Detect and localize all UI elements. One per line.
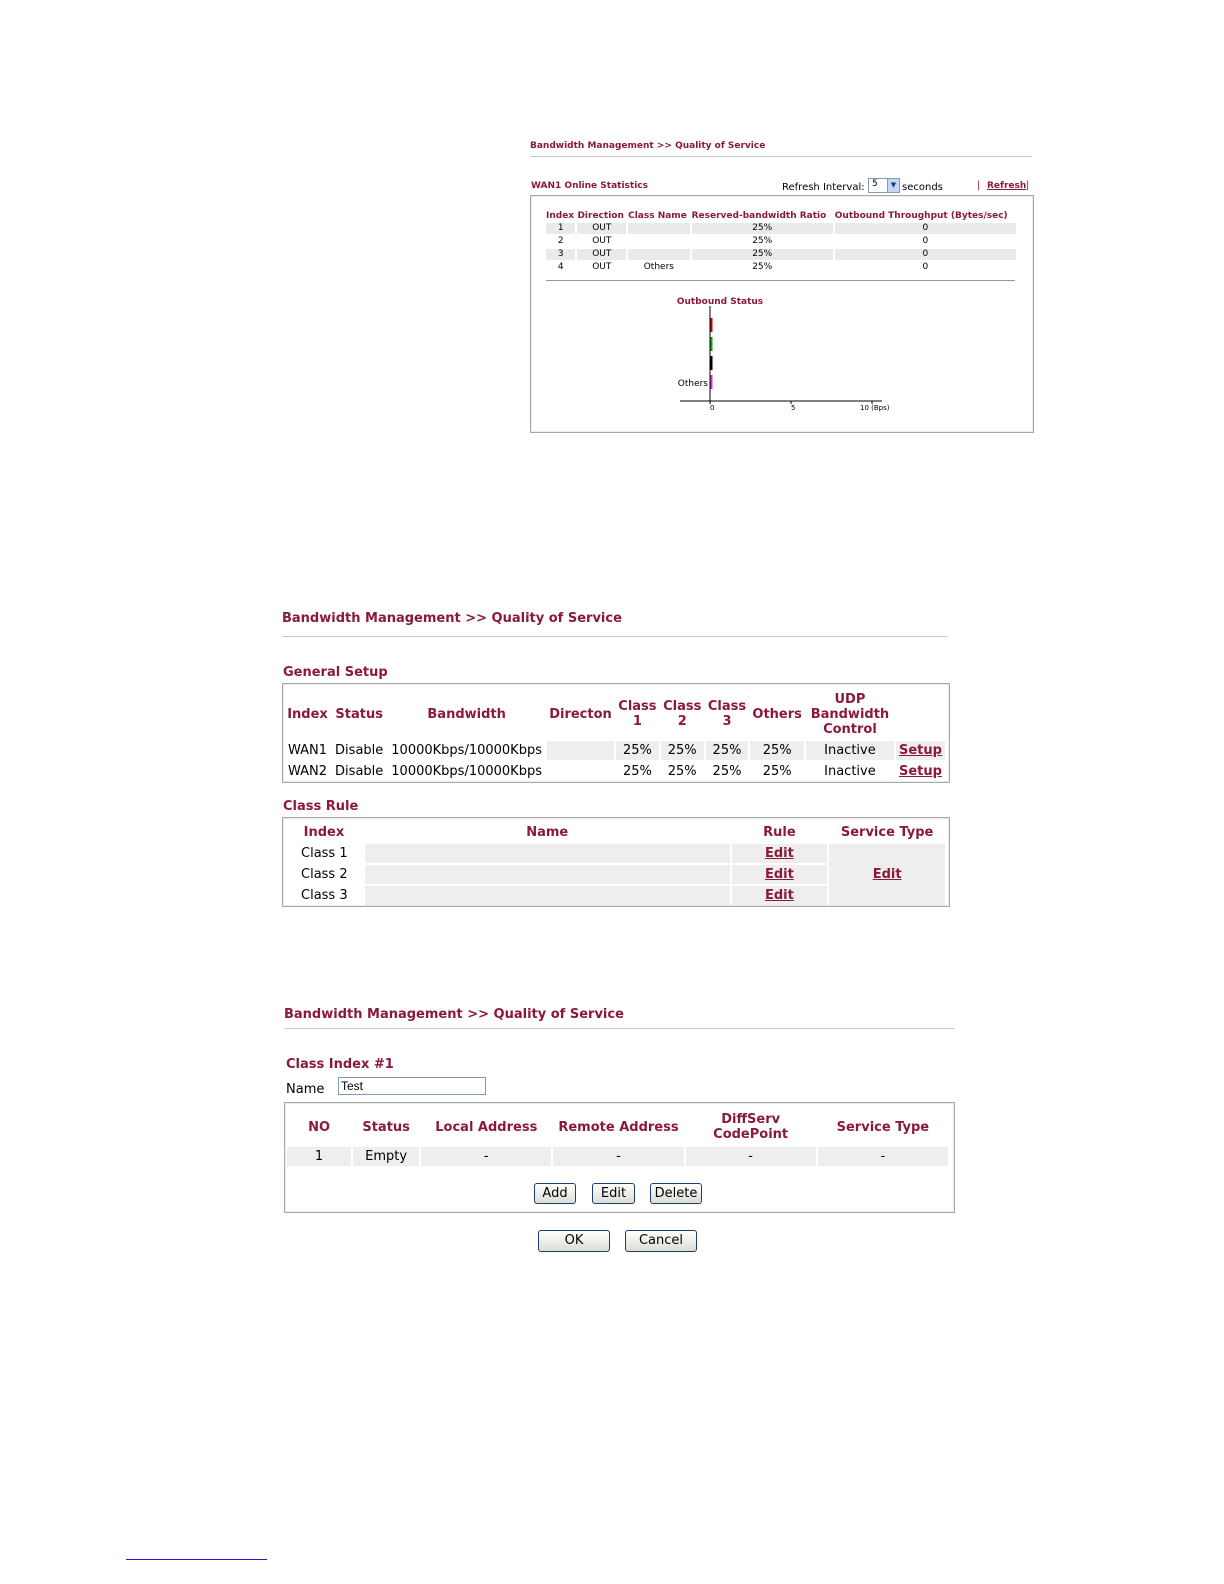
cell-status: Disable bbox=[335, 743, 384, 758]
col-throughput: Outbound Throughput (Bytes/sec) bbox=[834, 211, 1008, 221]
col-index: Index bbox=[287, 706, 328, 722]
class-entries-table bbox=[285, 1107, 950, 1168]
class-name-input[interactable] bbox=[338, 1077, 486, 1095]
col-status: Status bbox=[362, 1119, 410, 1135]
chart-bar-3 bbox=[711, 356, 713, 370]
col-local-address: Local Address bbox=[435, 1119, 538, 1135]
cell-name bbox=[365, 844, 730, 863]
separator-left: | bbox=[977, 180, 981, 191]
cell-throughput: 0 bbox=[835, 249, 1016, 260]
cell-direction bbox=[547, 762, 614, 781]
cell-index: Class 1 bbox=[301, 846, 348, 861]
cell-class-name: Others bbox=[643, 262, 674, 272]
col-ratio: Reserved-bandwidth Ratio bbox=[691, 211, 827, 221]
cell-class1: 25% bbox=[622, 764, 652, 779]
cell-bandwidth: 10000Kbps/10000Kbps bbox=[391, 743, 542, 758]
cell-index: WAN2 bbox=[288, 764, 328, 779]
outbound-status-chart bbox=[670, 292, 900, 412]
col-no: NO bbox=[308, 1119, 331, 1135]
cell-udp: Inactive bbox=[824, 764, 876, 779]
chart-x-tick-label: 5 bbox=[791, 404, 796, 412]
breadcrumb-divider bbox=[530, 156, 1032, 157]
cell-throughput: 0 bbox=[922, 262, 929, 272]
general-setup-title: General Setup bbox=[283, 665, 388, 680]
col-action bbox=[896, 689, 945, 739]
refresh-interval-value: 5 bbox=[872, 179, 878, 189]
col-class3: Class 3 bbox=[707, 699, 747, 729]
col-class1: Class 1 bbox=[618, 699, 657, 729]
seconds-label: seconds bbox=[902, 182, 943, 193]
cell-direction bbox=[547, 741, 614, 760]
table-row bbox=[285, 741, 945, 760]
breadcrumb-divider bbox=[284, 1028, 954, 1029]
col-bandwidth: Bandwidth bbox=[427, 706, 506, 722]
breadcrumb-divider bbox=[282, 636, 948, 637]
cell-ratio: 25% bbox=[692, 223, 833, 234]
stats-divider bbox=[546, 280, 1015, 281]
footnote-divider bbox=[126, 1559, 267, 1560]
edit-rule-class2[interactable]: Edit bbox=[764, 867, 794, 882]
cell-throughput: 0 bbox=[922, 236, 929, 246]
delete-button[interactable]: Delete bbox=[650, 1183, 702, 1204]
edit-button[interactable]: Edit bbox=[592, 1183, 635, 1204]
edit-rule-class1[interactable]: Edit bbox=[764, 846, 794, 861]
table-row bbox=[546, 236, 1016, 247]
cell-direction: OUT bbox=[577, 249, 626, 260]
cell-name bbox=[365, 865, 730, 884]
col-direction: Directon bbox=[549, 706, 612, 722]
cell-ratio: 25% bbox=[692, 249, 833, 260]
chart-bar-2 bbox=[711, 337, 713, 351]
cell-no: 1 bbox=[287, 1147, 351, 1166]
general-setup-box bbox=[282, 683, 950, 783]
col-index: Index bbox=[303, 824, 345, 840]
chart-x-tick-label: 10 (Bps) bbox=[860, 404, 890, 412]
cell-index: Class 3 bbox=[301, 888, 348, 903]
cell-class3: 25% bbox=[712, 764, 742, 779]
cell-class-name bbox=[628, 249, 690, 260]
cell-index: 2 bbox=[557, 236, 564, 246]
edit-service-type-link[interactable]: Edit bbox=[872, 867, 902, 882]
col-service-type: Service Type bbox=[840, 824, 934, 840]
cell-class2: 25% bbox=[661, 741, 704, 760]
stats-title: WAN1 Online Statistics bbox=[531, 181, 648, 191]
chart-bar-4 bbox=[711, 375, 713, 389]
table-row[interactable] bbox=[287, 1147, 948, 1166]
col-diffserv: DiffServ CodePoint bbox=[713, 1112, 789, 1142]
col-class2: Class 2 bbox=[663, 699, 702, 729]
add-button[interactable]: Add bbox=[534, 1183, 576, 1204]
cancel-button[interactable]: Cancel bbox=[625, 1230, 697, 1252]
name-label: Name bbox=[286, 1082, 325, 1097]
col-class-name: Class Name bbox=[628, 211, 687, 221]
cell-class3: 25% bbox=[706, 741, 749, 760]
chart-bar-1 bbox=[711, 318, 713, 332]
cell-ratio: 25% bbox=[752, 262, 773, 272]
table-row bbox=[285, 762, 945, 781]
col-rule: Rule bbox=[763, 824, 796, 840]
table-row bbox=[285, 844, 945, 863]
chart-x-tick-label: 0 bbox=[710, 404, 715, 412]
cell-index: 1 bbox=[546, 223, 575, 234]
refresh-interval-select[interactable] bbox=[868, 178, 900, 193]
cell-direction: OUT bbox=[592, 262, 612, 272]
cell-class1: 25% bbox=[616, 741, 659, 760]
separator-right: | bbox=[1026, 180, 1030, 191]
page-breadcrumb: Bandwidth Management >> Quality of Service bbox=[530, 141, 766, 151]
cell-status: Empty bbox=[353, 1147, 419, 1166]
col-others: Others bbox=[752, 706, 802, 722]
setup-link-wan1[interactable]: Setup bbox=[899, 743, 942, 758]
cell-ratio: 25% bbox=[752, 236, 773, 246]
refresh-link[interactable]: Refresh bbox=[987, 181, 1027, 191]
col-status: Status bbox=[335, 706, 383, 722]
cell-name bbox=[365, 886, 730, 905]
col-service-type: Service Type bbox=[836, 1119, 930, 1135]
general-setup-table bbox=[283, 687, 947, 783]
cell-index: 4 bbox=[557, 262, 564, 272]
ok-button[interactable]: OK bbox=[538, 1230, 610, 1252]
cell-direction: OUT bbox=[577, 223, 626, 234]
class-rule-box bbox=[282, 817, 950, 907]
cell-status: Disable bbox=[335, 764, 384, 779]
col-direction: Direction bbox=[577, 211, 624, 221]
chart-title: Outbound Status bbox=[676, 297, 764, 307]
cell-remote-address: - bbox=[553, 1147, 683, 1166]
chevron-down-icon[interactable]: ▼ bbox=[887, 179, 899, 192]
cell-service-type: - bbox=[818, 1147, 948, 1166]
class-index-title: Class Index #1 bbox=[286, 1057, 394, 1072]
table-row bbox=[546, 262, 1016, 273]
setup-link-wan2[interactable]: Setup bbox=[899, 764, 942, 779]
table-row bbox=[546, 223, 1016, 234]
edit-rule-class3[interactable]: Edit bbox=[764, 888, 794, 903]
cell-bandwidth: 10000Kbps/10000Kbps bbox=[391, 764, 542, 779]
cell-others: 25% bbox=[762, 764, 792, 779]
cell-local-address: - bbox=[421, 1147, 551, 1166]
cell-throughput: 0 bbox=[835, 223, 1016, 234]
col-name: Name bbox=[526, 824, 569, 840]
cell-diffserv: - bbox=[686, 1147, 816, 1166]
col-remote-address: Remote Address bbox=[558, 1119, 679, 1135]
cell-class2: 25% bbox=[667, 764, 697, 779]
col-udp: UDP Bandwidth Control bbox=[810, 691, 890, 737]
page-breadcrumb: Bandwidth Management >> Quality of Service bbox=[284, 1007, 624, 1022]
page-breadcrumb: Bandwidth Management >> Quality of Service bbox=[282, 611, 622, 626]
cell-index: 3 bbox=[546, 249, 575, 260]
cell-index: WAN1 bbox=[288, 743, 328, 758]
cell-direction: OUT bbox=[592, 236, 612, 246]
cell-udp: Inactive bbox=[806, 741, 894, 760]
col-index: Index bbox=[546, 211, 575, 221]
stats-table bbox=[544, 209, 1018, 275]
chart-category-label: Others bbox=[677, 379, 708, 389]
cell-class-name bbox=[628, 223, 690, 234]
refresh-interval-label: Refresh Interval: bbox=[782, 182, 865, 193]
cell-others: 25% bbox=[750, 741, 804, 760]
cell-index: Class 2 bbox=[301, 867, 348, 882]
class-rule-table bbox=[283, 820, 947, 907]
class-rule-title: Class Rule bbox=[283, 799, 359, 814]
table-row bbox=[546, 249, 1016, 260]
cell-class-name bbox=[628, 236, 690, 247]
